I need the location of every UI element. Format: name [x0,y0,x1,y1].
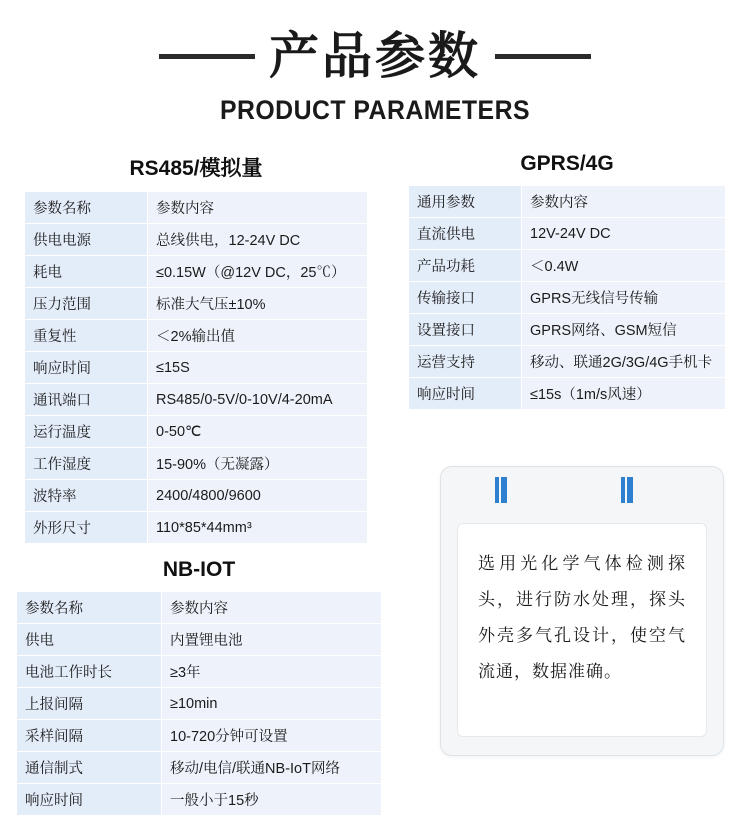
table-row [25,352,368,384]
section-title-rs485: RS485/模拟量 [129,157,263,180]
table-row [25,224,368,256]
param-key: 重复性 [25,320,148,352]
table-row [17,784,382,816]
param-key: 响应时间 [17,784,162,816]
param-key: 电池工作时长 [17,656,162,688]
page-title: 产品参数 [269,28,481,84]
table-row [409,314,726,346]
param-key: 耗电 [25,256,148,288]
table-nbiot [16,591,382,816]
table-row [25,288,368,320]
param-key: 供电电源 [25,224,148,256]
table-row [409,186,726,218]
param-key: 参数名称 [25,192,148,224]
param-value: 移动/电信/联通NB-IoT网络 [162,752,382,784]
param-key: 通用参数 [409,186,522,218]
param-value: 参数内容 [162,592,382,624]
param-value: 110*85*44mm³ [148,512,368,544]
title-rule-right [495,54,591,59]
param-value: ＜0.4W [522,250,726,282]
device-description-panel [457,523,707,737]
param-value: 15-90%（无凝露） [148,448,368,480]
param-value: 移动、联通2G/3G/4G手机卡 [522,346,726,378]
table-row [409,346,726,378]
device-description-text: 选用光化学气体检测探头，进行防水处理，探头外壳多气孔设计，使空气流通，数据准确。 [478,554,686,681]
param-key: 传输接口 [409,282,522,314]
table-row [409,250,726,282]
param-value: 2400/4800/9600 [148,480,368,512]
param-key: 响应时间 [409,378,522,410]
param-value: ≤15S [148,352,368,384]
param-value: 12V-24V DC [522,218,726,250]
section-gprs [408,152,726,410]
param-value: 一般小于15秒 [162,784,382,816]
table-row [17,688,382,720]
param-key: 响应时间 [25,352,148,384]
table-row [17,720,382,752]
page-header [0,0,750,126]
table-row [17,624,382,656]
page-subtitle: PRODUCT PARAMETERS [219,94,531,125]
param-value: ＜2%输出值 [148,320,368,352]
table-row [409,218,726,250]
table-row [17,656,382,688]
title-rule-left [159,54,255,59]
param-value: RS485/0-5V/0-10V/4-20mA [148,384,368,416]
param-key: 通讯端口 [25,384,148,416]
table-row [25,512,368,544]
param-key: 压力范围 [25,288,148,320]
param-key: 运行温度 [25,416,148,448]
table-row [25,480,368,512]
param-key: 工作湿度 [25,448,148,480]
table-wrap-rs485 [24,191,368,544]
table-row [25,416,368,448]
param-value: 10-720分钟可设置 [162,720,382,752]
table-wrap-nbiot [16,591,382,816]
sensor-vent-left-icon [495,477,507,503]
table-row [409,378,726,410]
param-key: 运营支持 [409,346,522,378]
param-key: 外形尺寸 [25,512,148,544]
section-title-nbiot: NB-IOT [162,558,236,581]
table-row [25,256,368,288]
section-title-gprs: GPRS/4G [520,152,614,175]
param-value: 0-50℃ [148,416,368,448]
param-value: 参数内容 [522,186,726,218]
param-value: ≤0.15W（@12V DC，25℃） [148,256,368,288]
table-row [25,448,368,480]
param-value: 总线供电，12-24V DC [148,224,368,256]
device-illustration [440,466,724,756]
param-key: 通信制式 [17,752,162,784]
table-rs485 [24,191,368,544]
table-row [409,282,726,314]
table-row [25,192,368,224]
param-value: 标准大气压±10% [148,288,368,320]
param-value: ≤15s（1m/s风速） [522,378,726,410]
param-value: ≥10min [162,688,382,720]
param-key: 产品功耗 [409,250,522,282]
table-row [17,752,382,784]
param-key: 供电 [17,624,162,656]
param-value: GPRS无线信号传输 [522,282,726,314]
section-nbiot [16,558,382,816]
table-row [25,320,368,352]
param-key: 波特率 [25,480,148,512]
param-value: 内置锂电池 [162,624,382,656]
param-value: GPRS网络、GSM短信 [522,314,726,346]
table-row [25,384,368,416]
table-row [17,592,382,624]
title-row [0,30,750,83]
table-gprs [408,185,726,410]
param-key: 参数名称 [17,592,162,624]
param-key: 设置接口 [409,314,522,346]
param-key: 上报间隔 [17,688,162,720]
param-value: 参数内容 [148,192,368,224]
param-key: 直流供电 [409,218,522,250]
section-rs485 [24,152,368,544]
sensor-vent-right-icon [621,477,633,503]
param-key: 采样间隔 [17,720,162,752]
table-wrap-gprs [408,185,726,410]
param-value: ≥3年 [162,656,382,688]
